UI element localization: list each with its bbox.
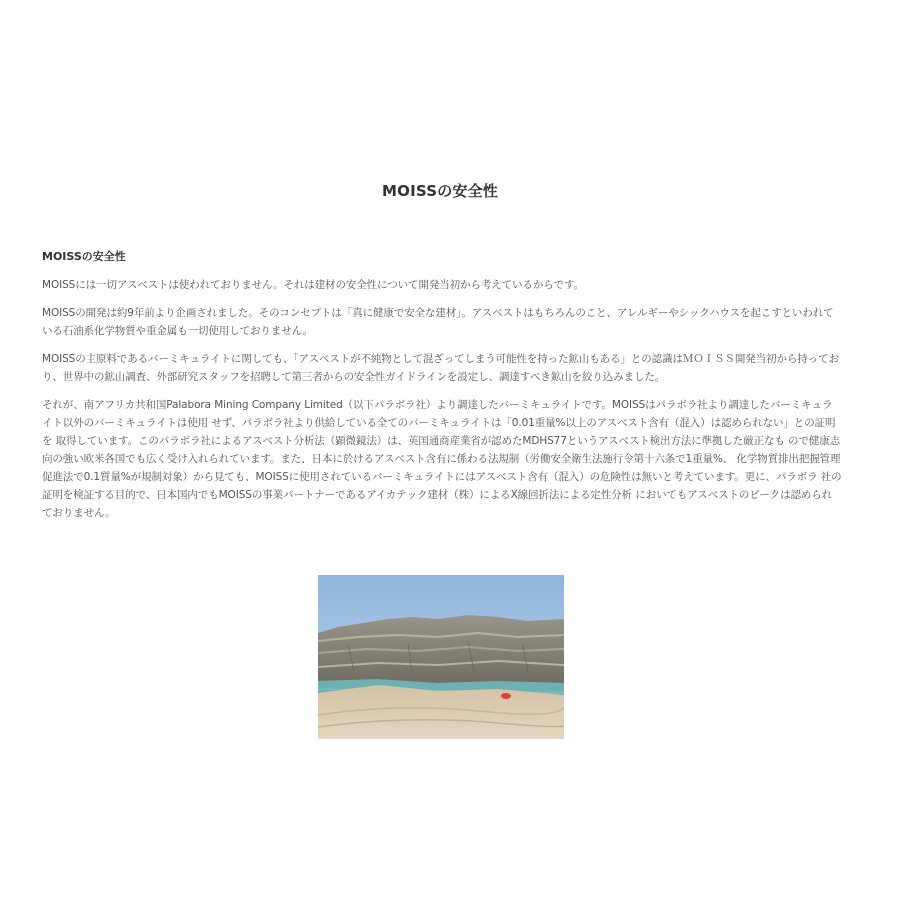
article-body	[42, 248, 842, 532]
page-title: MOISSの安全性	[382, 182, 498, 200]
paragraph-development-concept: MOISSの開発は約9年前より企画されました。そのコンセプトは「真に健康で安全な建材」。アスベストはもちろんのこと、アレルギーやシックハウスを起こすといわれている石油系化学物質や重金属も一切使用しておりません。	[42, 307, 834, 337]
paragraph-palabora-certification: それが、南アフリカ共和国Palabora Mining Company Limited（以下パラボラ社）より調達したバーミキュライトです。MOISSはパラボラ社より調達したバーミキュライト以外のバーミキュライトは使用 せず、パラボラ社より供給している全てのバーミキュライトは「0.01重量%以上のアスベスト含有（混入）は認められない」との証明を 取得しています。このパラボラ社によるアスベスト分析法（顕微鏡法）は、英国通商産業省が認めたMDHS77というアスベスト検出方法に準拠した厳正なも ので健康志向の強い欧米各国でも広く受け入れられています。また、日本に於けるアスベスト含有に係わる法規制（労働安全衛生法施行令第十六条で1重量%、 化学物質排出把握管理促進法で0.1質量%が規制対象）から見ても、MOISSに使用されているバーミキュライトにはアスベスト含有（混入）の危険性は無いと考えています。更に、パラボラ 社の証明を検証する目的で、日本国内でもMOISSの事業パートナーであるアイカテック建材（株）によるX線回折法による定性分析 においてもアスベストのピークは認められておりません。	[42, 399, 842, 519]
paragraph-vermiculite-source: MOISSの主原料であるバーミキュライトに関しても、「アスベストが不純物として混ざってしまう可能性を持った鉱山もある」との認識はＭＯＩＳＳ開発当初から持っており、世界中の鉱山調査、外部研究スタッフを招聘して第三者からの安全性ガイドラインを設定し、調達すべき鉱山を絞り込みました。	[42, 353, 839, 383]
section-heading: MOISSの安全性	[42, 250, 126, 263]
open-pit-mine-photo	[318, 575, 564, 739]
paragraph-no-asbestos: MOISSには一切アスベストは使われておりません。それは建材の安全性について開発当初から考えているからです。	[42, 279, 584, 291]
